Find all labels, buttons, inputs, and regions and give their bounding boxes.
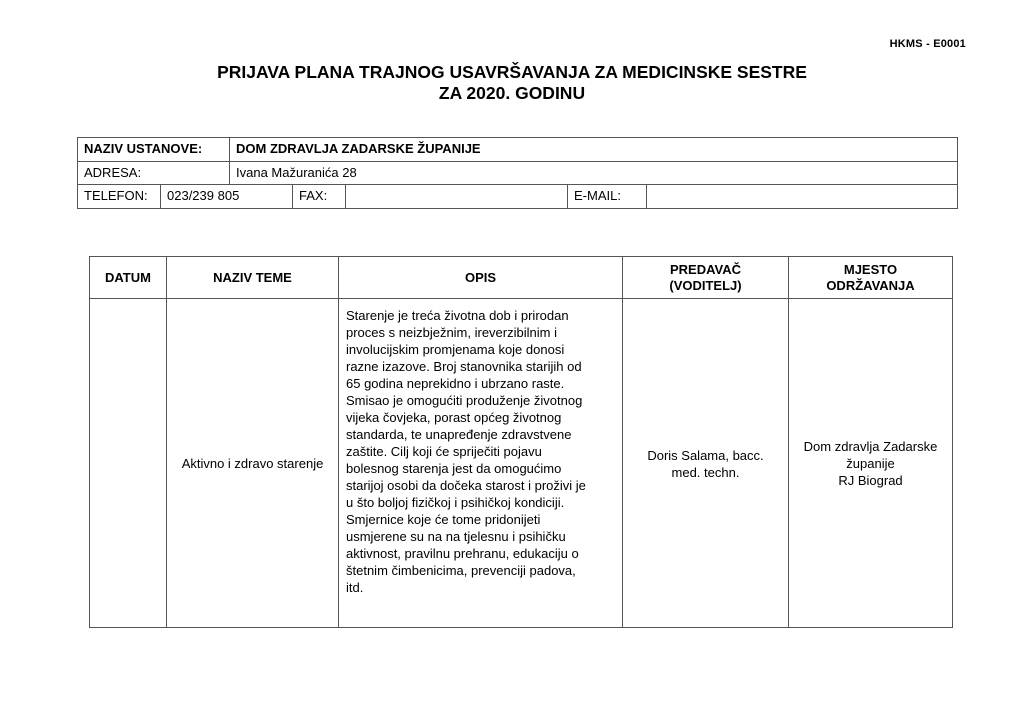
fax-value xyxy=(345,185,567,208)
table-row xyxy=(90,299,952,628)
opis-line: zaštite. Cilj koji će spriječiti pojavu xyxy=(346,444,542,459)
opis-line: aktivnost, pravilnu prehranu, edukaciju o xyxy=(346,546,579,561)
address-row xyxy=(78,161,957,185)
institution-name-label: NAZIV USTANOVE: xyxy=(84,141,203,156)
opis-line: 65 godina neprekidno i ubrzano raste. xyxy=(346,376,565,391)
fax-label: FAX: xyxy=(292,185,345,208)
cell-datum xyxy=(90,299,166,628)
opis-line: Starenje je treća životna dob i prirodan xyxy=(346,308,569,323)
document-code: HKMS - E0001 xyxy=(889,38,966,50)
address-label: ADRESA: xyxy=(84,164,142,180)
email-value xyxy=(646,185,957,208)
opis-line: štetnim čimbenicima, prevenciji padova, xyxy=(346,563,576,578)
institution-info-table xyxy=(77,137,958,209)
opis-line: Smisao je omogućiti produženje životnog xyxy=(346,393,583,408)
title-line-2: ZA 2020. GODINU xyxy=(438,83,586,103)
opis-line: vijeka čovjeka, porast općeg životnog xyxy=(346,410,562,425)
header-opis: OPIS xyxy=(338,257,622,298)
contact-row xyxy=(78,184,957,208)
address-value: Ivana Mažuranića 28 xyxy=(229,162,957,185)
opis-line: proces s neizbježnim, ireverzibilnim i xyxy=(346,325,557,340)
opis-line: standarda, te unapređenje zdravstvene xyxy=(346,427,572,442)
header-naziv-teme: NAZIV TEME xyxy=(166,257,338,298)
opis-line: itd. xyxy=(346,580,364,595)
cell-naziv-teme: Aktivno i zdravo starenje xyxy=(166,299,338,628)
table-header-row xyxy=(90,257,952,299)
institution-name-value: DOM ZDRAVLJA ZADARSKE ŽUPANIJE xyxy=(229,138,957,161)
phone-value: 023/239 805 xyxy=(160,185,292,208)
opis-line: u što boljoj fizičkoj i psihičkoj kondiciji. xyxy=(346,495,565,510)
cell-mjesto: Dom zdravlja Zadarske županije RJ Biograd xyxy=(788,299,952,628)
opis-line: Smjernice koje će tome pridonijeti xyxy=(346,512,541,527)
opis-line: usmjerene su na na tjelesnu i psihičku xyxy=(346,529,566,544)
header-predavac: PREDAVAČ (VODITELJ) xyxy=(622,257,788,298)
opis-line: starijoj osobi da dočeka starost i proživi je xyxy=(346,478,586,493)
title-line-1: PRIJAVA PLANA TRAJNOG USAVRŠAVANJA ZA MEDICINSKE SESTRE xyxy=(217,62,807,82)
email-label: E-MAIL: xyxy=(567,185,646,208)
page-title xyxy=(0,62,1024,104)
opis-line: involucijskim promjenama koje donosi xyxy=(346,342,565,357)
cell-predavac: Doris Salama, bacc. med. techn. xyxy=(622,299,788,628)
header-datum: DATUM xyxy=(105,269,151,285)
education-plan-table xyxy=(89,256,953,628)
opis-line: razne izazove. Broj stanovnika starijih od xyxy=(346,359,582,374)
phone-label: TELEFON: xyxy=(84,188,148,203)
institution-name-row xyxy=(78,138,957,161)
opis-line: bolesnog starenja jest da omogućimo xyxy=(346,461,562,476)
cell-opis xyxy=(338,299,622,628)
header-mjesto: MJESTO ODRŽAVANJA xyxy=(788,257,952,298)
